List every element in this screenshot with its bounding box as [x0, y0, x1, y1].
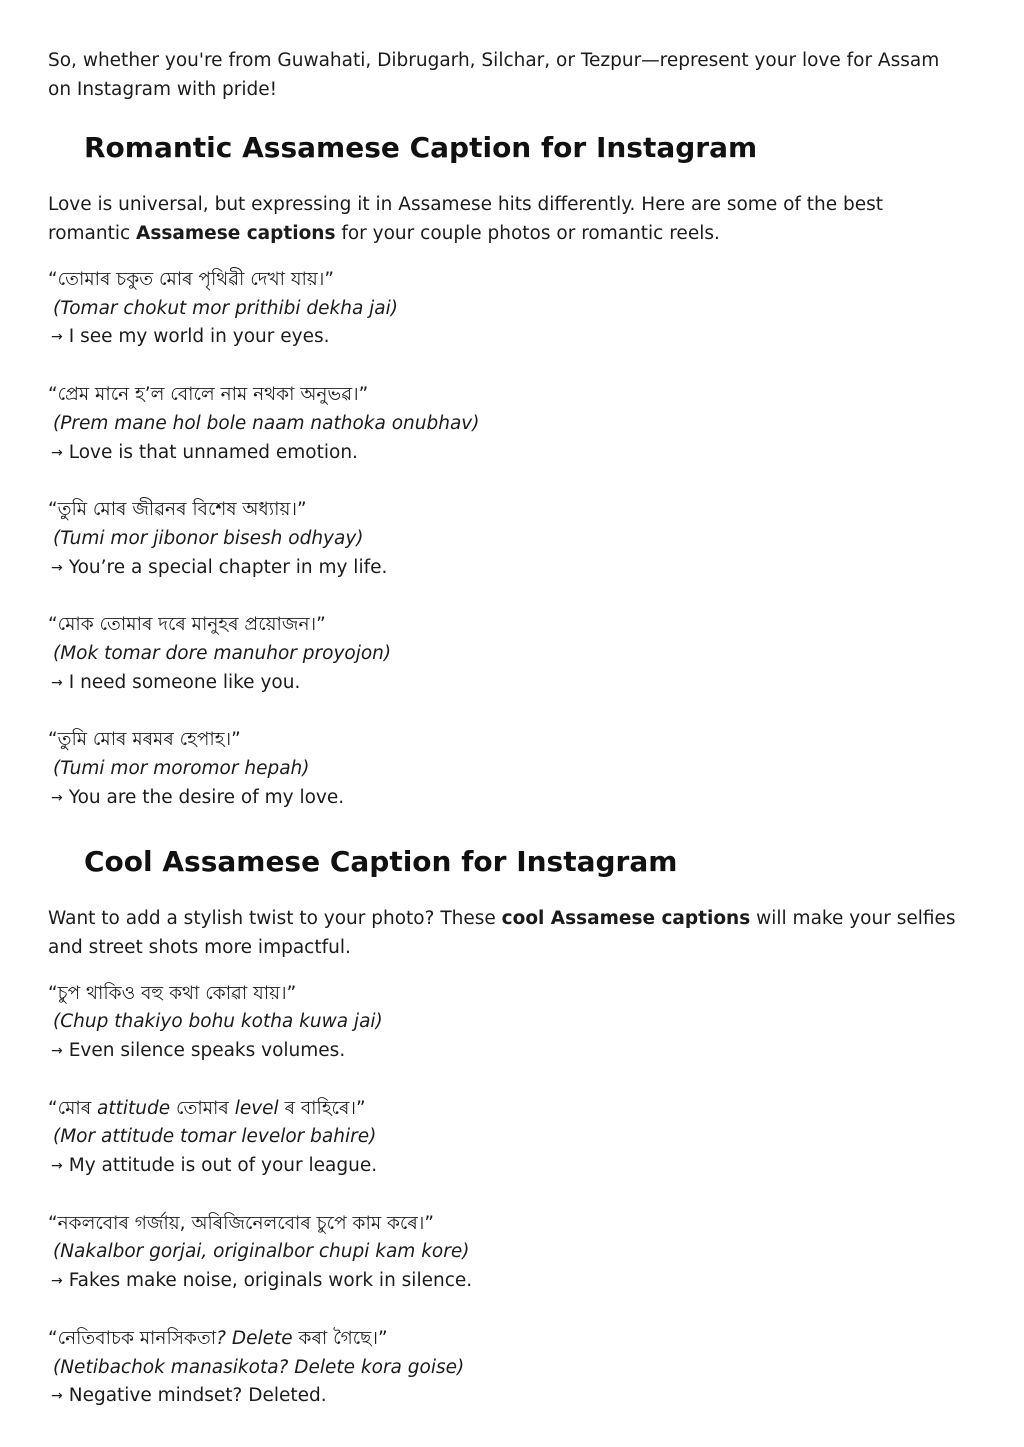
caption-assamese: “মোক তোমাৰ দৰে মানুহৰ প্ৰয়োজন।” [48, 614, 326, 636]
caption-assamese [48, 1325, 964, 1354]
romantic-intro-bold: Assamese captions [136, 223, 336, 244]
romantic-caption-list [48, 266, 964, 814]
caption-assamese-part: “মোৰ [48, 1097, 98, 1119]
caption-meaning-line [48, 554, 964, 584]
caption-transliteration: (Chup thakiyo bohu kotha kuwa jai) [53, 1011, 383, 1033]
caption-assamese: “চুপ থাকিও বহু কথা কোৱা যায়।” [48, 982, 297, 1004]
cool-intro-bold: cool Assamese captions [501, 907, 751, 929]
caption-assamese-english-word: ? Delete [216, 1327, 293, 1349]
caption-assamese: “তুমি মোৰ মৰমৰ হেপাহ।” [48, 729, 241, 751]
cool-section-heading: Cool Assamese Caption for Instagram [84, 844, 678, 878]
arrow-icon: → [51, 329, 63, 346]
cool-intro-text: Want to add a stylish twist to your photo? These [48, 907, 502, 929]
caption-item [48, 726, 964, 813]
caption-transliteration: (Mok tomar dore manuhor proyojon) [53, 643, 392, 665]
arrow-icon: → [51, 1273, 63, 1290]
caption-assamese-part: তোমাৰ [170, 1097, 235, 1119]
romantic-section-heading: Romantic Assamese Caption for Instagram [84, 131, 758, 164]
caption-item [48, 611, 964, 698]
caption-assamese: “তুমি মোৰ জীৱনৰ বিশেষ অধ্যায়।” [48, 499, 307, 521]
caption-assamese: “তোমাৰ চকুত মোৰ পৃথিৱী দেখা যায়।” [48, 269, 334, 290]
caption-meaning-line [48, 1267, 964, 1297]
romantic-section-intro [48, 190, 964, 248]
caption-transliteration: (Netibachok manasikota? Delete kora goise) [53, 1356, 465, 1378]
caption-assamese: “নকলবোৰ গৰ্জায়, অৰিজিনেলবোৰ চুপে কাম কৰে।” [48, 1212, 434, 1234]
caption-transliteration: (Tumi mor moromor hepah) [53, 758, 310, 780]
caption-item [48, 980, 964, 1067]
caption-meaning-line [48, 1152, 964, 1182]
caption-meaning-line [48, 1382, 964, 1412]
caption-meaning: You’re a special chapter in my life. [68, 556, 388, 578]
caption-transliteration: (Prem mane hol bole naam nathoka onubhav) [53, 412, 480, 434]
caption-meaning: I see my world in your eyes. [68, 326, 330, 348]
romantic-intro-text-end: for your couple photos or romantic reels. [335, 223, 720, 244]
romantic-intro-text: Love is universal, but expressing it in Assamese hits differently. Here are some of the best romantic [48, 194, 884, 244]
caption-assamese [48, 1095, 964, 1124]
intro-paragraph: So, whether you're from Guwahati, Dibrugarh, Silchar, or Tezpur—represent your love for Assam on Instagram with pride! [48, 50, 940, 100]
caption-assamese-english-word: attitude [97, 1097, 171, 1119]
caption-item [48, 381, 964, 468]
caption-assamese-english-word: level [234, 1097, 279, 1119]
cool-caption-list [48, 980, 964, 1412]
caption-meaning: My attitude is out of your league. [68, 1155, 378, 1177]
arrow-icon: → [51, 1158, 63, 1175]
caption-meaning-line [48, 669, 964, 699]
caption-transliteration: (Tomar chokut mor prithibi dekha jai) [53, 297, 398, 319]
caption-assamese: “প্ৰেম মানে হ’ল বোলে নাম নথকা অনুভৱ।” [48, 384, 369, 406]
caption-item [48, 1095, 964, 1182]
caption-meaning-line [48, 784, 964, 814]
arrow-icon: → [51, 1388, 63, 1405]
caption-transliteration: (Mor attitude tomar levelor bahire) [53, 1126, 377, 1148]
caption-transliteration: (Nakalbor gorjai, originalbor chupi kam kore) [53, 1241, 470, 1263]
caption-item [48, 1325, 964, 1412]
caption-meaning-line [48, 1037, 964, 1067]
caption-item [48, 496, 964, 583]
caption-meaning-line [48, 439, 964, 469]
caption-assamese-part: ৰ বাহিৰে।” [278, 1097, 366, 1119]
caption-item [48, 266, 964, 353]
caption-meaning: Love is that unnamed emotion. [68, 441, 358, 463]
caption-meaning-line [48, 323, 964, 353]
arrow-icon: → [51, 789, 63, 806]
caption-meaning: You are the desire of my love. [68, 786, 345, 808]
caption-assamese-part: “নেতিবাচক মানসিকতা [48, 1327, 217, 1349]
cool-section-intro [48, 904, 964, 962]
arrow-icon: → [51, 559, 63, 576]
caption-meaning: Negative mindset? Deleted. [68, 1385, 327, 1407]
caption-transliteration: (Tumi mor jibonor bisesh odhyay) [53, 527, 364, 549]
arrow-icon: → [51, 674, 63, 691]
caption-item [48, 1210, 964, 1297]
arrow-icon: → [51, 1042, 63, 1059]
caption-meaning: Fakes make noise, originals work in silence. [68, 1270, 473, 1292]
caption-meaning: I need someone like you. [68, 671, 301, 693]
cool-intro-text-end: will make your selfies and street shots more impactful. [48, 907, 956, 958]
caption-assamese-part: কৰা গৈছে।” [292, 1327, 388, 1349]
arrow-icon: → [51, 444, 63, 461]
caption-meaning: Even silence speaks volumes. [68, 1039, 346, 1061]
